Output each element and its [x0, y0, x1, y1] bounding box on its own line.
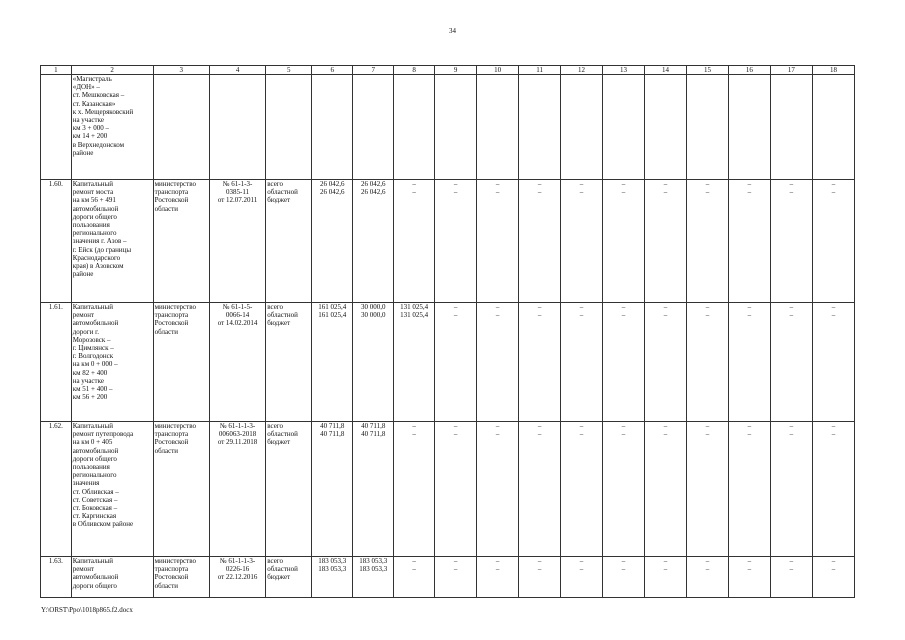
cell-col-10-value: –	[495, 422, 500, 430]
cell-total-cost-value: 183 053,3	[318, 557, 347, 565]
cell-col-13-value: –	[621, 311, 626, 320]
page-number: 34	[449, 27, 456, 35]
cell-total-cost	[312, 557, 353, 598]
cell-empty	[812, 75, 854, 180]
funding-total-label: всего	[267, 303, 283, 311]
cell-col-11	[519, 557, 561, 598]
cell-col-18	[812, 180, 854, 303]
cell-empty	[519, 75, 561, 180]
cell-col-12-value: –	[579, 303, 584, 311]
cell-year-1-value: 30 000,0	[360, 311, 386, 320]
cell-col-11-value: –	[537, 557, 542, 565]
cell-empty	[394, 75, 435, 180]
column-number-header: 2	[71, 66, 153, 75]
cell-col-16	[728, 422, 770, 557]
funding-regional-label: областной бюджет	[267, 565, 298, 582]
cell-object-name	[71, 303, 153, 422]
cell-col-12-value: –	[579, 180, 584, 188]
cell-col-16	[728, 180, 770, 303]
cell-col-14	[645, 303, 687, 422]
cell-col-15	[686, 303, 728, 422]
cell-year-2-value: 131 025,4	[400, 311, 429, 320]
file-path-footer: Y:\ORST\Ppo\1018p865.f2.docx	[41, 606, 133, 614]
cell-col-17-value: –	[789, 565, 794, 574]
cell-col-16-value: –	[747, 311, 752, 320]
cell-col-9-value: –	[453, 180, 458, 188]
cell-col-14-value: –	[663, 311, 668, 320]
cell-empty	[728, 75, 770, 180]
cell-document	[209, 422, 265, 557]
cell-col-10	[477, 303, 519, 422]
cell-col-15-value: –	[705, 188, 710, 197]
cell-col-17-value: –	[789, 180, 794, 188]
cell-col-9-value: –	[453, 303, 458, 311]
cell-col-12	[561, 180, 603, 303]
cell-col-16	[728, 303, 770, 422]
cell-document	[209, 180, 265, 303]
cell-col-10	[477, 180, 519, 303]
cell-year-1-value: 40 711,8	[361, 422, 386, 430]
cell-col-18-value: –	[831, 188, 836, 197]
cell-col-10-value: –	[495, 565, 500, 574]
funding-regional-label: областной бюджет	[267, 430, 298, 447]
cell-col-14	[645, 180, 687, 303]
cell-empty	[561, 75, 603, 180]
cell-col-11	[519, 303, 561, 422]
cell-col-9-value: –	[453, 422, 458, 430]
cell-year-2	[394, 557, 435, 598]
cell-object-name-value: Капитальный ремонт путепровода на км 0 + 405 автомобильной дороги общего пользования регионального значения ст. Обливская – ст. Советская – ст. Боковская – ст. Каргинская в Обливском районе	[72, 422, 134, 529]
column-number-row	[41, 66, 855, 75]
cell-total-cost-value: 26 042,6	[320, 188, 345, 197]
cell-num-value: 1.62.	[48, 422, 63, 430]
cell-col-13-value: –	[621, 303, 626, 311]
cell-col-15-value: –	[705, 311, 710, 320]
cell-document-value: № 61-1-5- 0066-14 от 14.02.2014	[217, 303, 258, 328]
cell-year-2	[394, 303, 435, 422]
cell-col-18	[812, 303, 854, 422]
cell-year-1-value: 40 711,8	[361, 430, 386, 439]
cell-col-14	[645, 422, 687, 557]
cell-total-cost-value: 161 025,4	[318, 311, 347, 320]
cell-col-14-value: –	[663, 303, 668, 311]
cell-col-13	[603, 557, 645, 598]
cell-col-15	[686, 422, 728, 557]
cell-total-cost-value: 183 053,3	[318, 565, 347, 574]
cell-col-18	[812, 557, 854, 598]
cell-num	[41, 180, 72, 303]
cell-col-12-value: –	[579, 422, 584, 430]
column-number-header: 3	[153, 66, 209, 75]
column-number-header: 15	[686, 66, 728, 75]
cell-total-cost	[312, 180, 353, 303]
cell-col-14-value: –	[663, 180, 668, 188]
cell-col-10-value: –	[495, 311, 500, 320]
cell-total-cost	[312, 303, 353, 422]
cell-col-9-value: –	[453, 557, 458, 565]
cell-year-1-value: 26 042,6	[360, 188, 386, 197]
cell-col-17-value: –	[789, 422, 794, 430]
cell-num	[41, 422, 72, 557]
cell-year-1	[353, 303, 394, 422]
cell-num	[41, 75, 72, 180]
cell-col-13-value: –	[621, 565, 626, 574]
cell-col-12-value: –	[579, 565, 584, 574]
cell-col-15-value: –	[705, 180, 710, 188]
cell-col-18-value: –	[831, 422, 836, 430]
cell-col-16-value: –	[747, 557, 752, 565]
column-number-header: 6	[312, 66, 353, 75]
cell-year-1	[353, 422, 394, 557]
cell-object-name-value: Капитальный ремонт автомобильной дороги г. Морозовск – г. Цимлянск – г. Волгодонск на км 0 + 000 – км 82 + 400 на участке км 51 + 400 – км 56 + 200	[72, 303, 119, 402]
column-number-header: 16	[728, 66, 770, 75]
cell-col-11-value: –	[537, 303, 542, 311]
cell-col-11-value: –	[537, 188, 542, 197]
cell-col-10-value: –	[495, 430, 500, 439]
cell-empty	[686, 75, 728, 180]
continuation-row	[41, 75, 855, 180]
cell-total-cost	[312, 422, 353, 557]
cell-col-12-value: –	[579, 311, 584, 320]
cell-object-name	[71, 422, 153, 557]
cell-year-1-value: 30 000,0	[360, 303, 386, 311]
cell-object-name	[71, 180, 153, 303]
cell-col-13-value: –	[621, 180, 626, 188]
cell-col-17-value: –	[789, 188, 794, 197]
cell-year-2-value: –	[412, 565, 416, 574]
cell-num-value: 1.61.	[48, 303, 63, 311]
cell-year-1-value: 183 053,3	[359, 565, 388, 574]
cell-total-cost-value: 40 711,8	[320, 422, 345, 430]
cell-col-17-value: –	[789, 430, 794, 439]
cell-col-11-value: –	[537, 422, 542, 430]
cell-col-16-value: –	[747, 180, 752, 188]
cell-col-15	[686, 180, 728, 303]
cell-object-name-value: Капитальный ремонт автомобильной дороги общего	[72, 557, 119, 590]
cell-document-value: № 61-1-1-3- 006063-2018 от 29.11.2018	[217, 422, 258, 447]
cell-funding-source	[266, 557, 312, 598]
cell-col-11-value: –	[537, 311, 542, 320]
cell-col-18-value: –	[831, 180, 836, 188]
cell-col-9-value: –	[453, 311, 458, 320]
funding-total-label: всего	[267, 180, 283, 188]
cell-col-13-value: –	[621, 422, 626, 430]
column-number-header: 1	[41, 66, 72, 75]
cell-col-9	[435, 180, 477, 303]
investment-table	[40, 65, 855, 598]
cell-col-15-value: –	[705, 430, 710, 439]
cell-col-14-value: –	[663, 565, 668, 574]
cell-col-12-value: –	[579, 188, 584, 197]
cell-col-16-value: –	[747, 303, 752, 311]
cell-col-17-value: –	[789, 311, 794, 320]
cell-col-17	[770, 303, 812, 422]
cell-year-1	[353, 557, 394, 598]
cell-col-15-value: –	[705, 422, 710, 430]
cell-col-13	[603, 180, 645, 303]
table-row	[41, 180, 855, 303]
cell-empty	[353, 75, 394, 180]
column-number-header: 8	[394, 66, 435, 75]
cell-col-17	[770, 180, 812, 303]
column-number-header: 14	[645, 66, 687, 75]
cell-col-10-value: –	[495, 188, 500, 197]
cell-col-11	[519, 180, 561, 303]
cell-col-13-value: –	[621, 430, 626, 439]
cell-col-11	[519, 422, 561, 557]
cell-empty	[603, 75, 645, 180]
cell-customer-value: министерство транспорта Ростовской области	[154, 422, 196, 455]
cell-total-cost-value: 26 042,6	[320, 180, 345, 188]
cell-col-10-value: –	[495, 557, 500, 565]
cell-col-13	[603, 422, 645, 557]
cell-empty	[435, 75, 477, 180]
cell-col-12-value: –	[579, 557, 584, 565]
column-number-header: 11	[519, 66, 561, 75]
cell-col-15-value: –	[705, 565, 710, 574]
funding-regional-label: областной бюджет	[267, 311, 298, 328]
cell-col-17-value: –	[789, 557, 794, 565]
cell-col-13	[603, 303, 645, 422]
cell-num-value: 1.60.	[48, 180, 63, 188]
cell-col-16-value: –	[747, 565, 752, 574]
cell-col-13-value: –	[621, 557, 626, 565]
cell-col-9-value: –	[453, 565, 458, 574]
cell-num	[41, 303, 72, 422]
table-row	[41, 557, 855, 598]
cell-col-9-value: –	[453, 188, 458, 197]
cell-document	[209, 303, 265, 422]
cell-num	[41, 557, 72, 598]
cell-col-10-value: –	[495, 180, 500, 188]
cell-col-12-value: –	[579, 430, 584, 439]
cell-col-14-value: –	[663, 188, 668, 197]
column-number-header: 4	[209, 66, 265, 75]
cell-col-10-value: –	[495, 303, 500, 311]
cell-col-18-value: –	[831, 557, 836, 565]
cell-customer-value: министерство транспорта Ростовской области	[154, 303, 196, 336]
cell-funding-source	[266, 422, 312, 557]
cell-year-2-value: –	[412, 430, 416, 439]
cell-customer-value: министерство транспорта Ростовской области	[154, 557, 196, 590]
cell-col-18-value: –	[831, 311, 836, 320]
cell-year-2	[394, 422, 435, 557]
cell-year-1	[353, 180, 394, 303]
cell-col-9	[435, 303, 477, 422]
cell-year-2-value: –	[412, 180, 416, 188]
cell-empty	[645, 75, 687, 180]
cell-total-cost-value: 161 025,4	[318, 303, 347, 311]
cell-col-10	[477, 557, 519, 598]
cell-col-18	[812, 422, 854, 557]
cell-col-9-value: –	[453, 430, 458, 439]
cell-col-11-value: –	[537, 430, 542, 439]
cell-customer	[153, 422, 209, 557]
cell-col-12	[561, 303, 603, 422]
cell-year-2-value: –	[412, 557, 416, 565]
cell-year-1-value: 183 053,3	[359, 557, 388, 565]
cell-col-17	[770, 422, 812, 557]
cell-empty	[477, 75, 519, 180]
cell-col-14-value: –	[663, 422, 668, 430]
column-number-header: 7	[353, 66, 394, 75]
cell-col-12	[561, 422, 603, 557]
cell-col-11-value: –	[537, 180, 542, 188]
cell-customer-value: министерство транспорта Ростовской области	[154, 180, 196, 213]
cell-year-2-value: –	[412, 188, 416, 197]
cell-year-2	[394, 180, 435, 303]
cell-funding-source	[266, 180, 312, 303]
cell-object-name: «Магистраль «ДОН» – ст. Мешковская – ст. Казанская» к х. Мещеряковский на участке км 3 + 000 – км 14 + 200 в Верхнедонском районе	[71, 75, 153, 180]
cell-empty	[153, 75, 209, 180]
cell-year-2-value: 131 025,4	[400, 303, 429, 311]
column-number-header: 9	[435, 66, 477, 75]
cell-object-name-value: Капитальный ремонт моста на км 56 + 491 автомобильной дороги общего пользования регионального значения г. Азов – г. Ейск (до границы Краснодарского края) в Азовском районе	[72, 180, 132, 279]
table-row	[41, 422, 855, 557]
cell-col-18-value: –	[831, 565, 836, 574]
cell-col-18-value: –	[831, 430, 836, 439]
cell-document-value: № 61-1-3- 0385-11 от 12.07.2011	[217, 180, 258, 205]
cell-col-15	[686, 557, 728, 598]
cell-year-1-value: 26 042,6	[360, 180, 386, 188]
cell-empty	[312, 75, 353, 180]
cell-col-9	[435, 557, 477, 598]
cell-empty	[209, 75, 265, 180]
cell-col-16-value: –	[747, 188, 752, 197]
cell-customer	[153, 557, 209, 598]
cell-col-17-value: –	[789, 303, 794, 311]
column-number-header: 10	[477, 66, 519, 75]
cell-col-12	[561, 557, 603, 598]
table-row	[41, 303, 855, 422]
cell-col-17	[770, 557, 812, 598]
column-number-header: 12	[561, 66, 603, 75]
cell-col-15-value: –	[705, 557, 710, 565]
cell-document	[209, 557, 265, 598]
cell-col-11-value: –	[537, 565, 542, 574]
funding-regional-label: областной бюджет	[267, 188, 298, 205]
cell-col-9	[435, 422, 477, 557]
cell-customer	[153, 180, 209, 303]
cell-object-name	[71, 557, 153, 598]
cell-col-14-value: –	[663, 430, 668, 439]
cell-empty	[266, 75, 312, 180]
cell-empty	[770, 75, 812, 180]
column-number-header: 5	[266, 66, 312, 75]
cell-num-value: 1.63.	[48, 557, 63, 565]
cell-col-18-value: –	[831, 303, 836, 311]
cell-customer	[153, 303, 209, 422]
cell-col-16	[728, 557, 770, 598]
cell-year-2-value: –	[412, 422, 416, 430]
cell-col-16-value: –	[747, 430, 752, 439]
cell-col-10	[477, 422, 519, 557]
cell-document-value: № 61-1-1-3- 0226-16 от 22.12.2016	[217, 557, 258, 582]
funding-total-label: всего	[267, 422, 283, 430]
cell-funding-source	[266, 303, 312, 422]
cell-total-cost-value: 40 711,8	[320, 430, 345, 439]
funding-total-label: всего	[267, 557, 283, 565]
column-number-header: 13	[603, 66, 645, 75]
cell-col-16-value: –	[747, 422, 752, 430]
column-number-header: 17	[770, 66, 812, 75]
cell-col-14-value: –	[663, 557, 668, 565]
cell-col-15-value: –	[705, 303, 710, 311]
cell-col-13-value: –	[621, 188, 626, 197]
column-number-header: 18	[812, 66, 854, 75]
cell-col-14	[645, 557, 687, 598]
